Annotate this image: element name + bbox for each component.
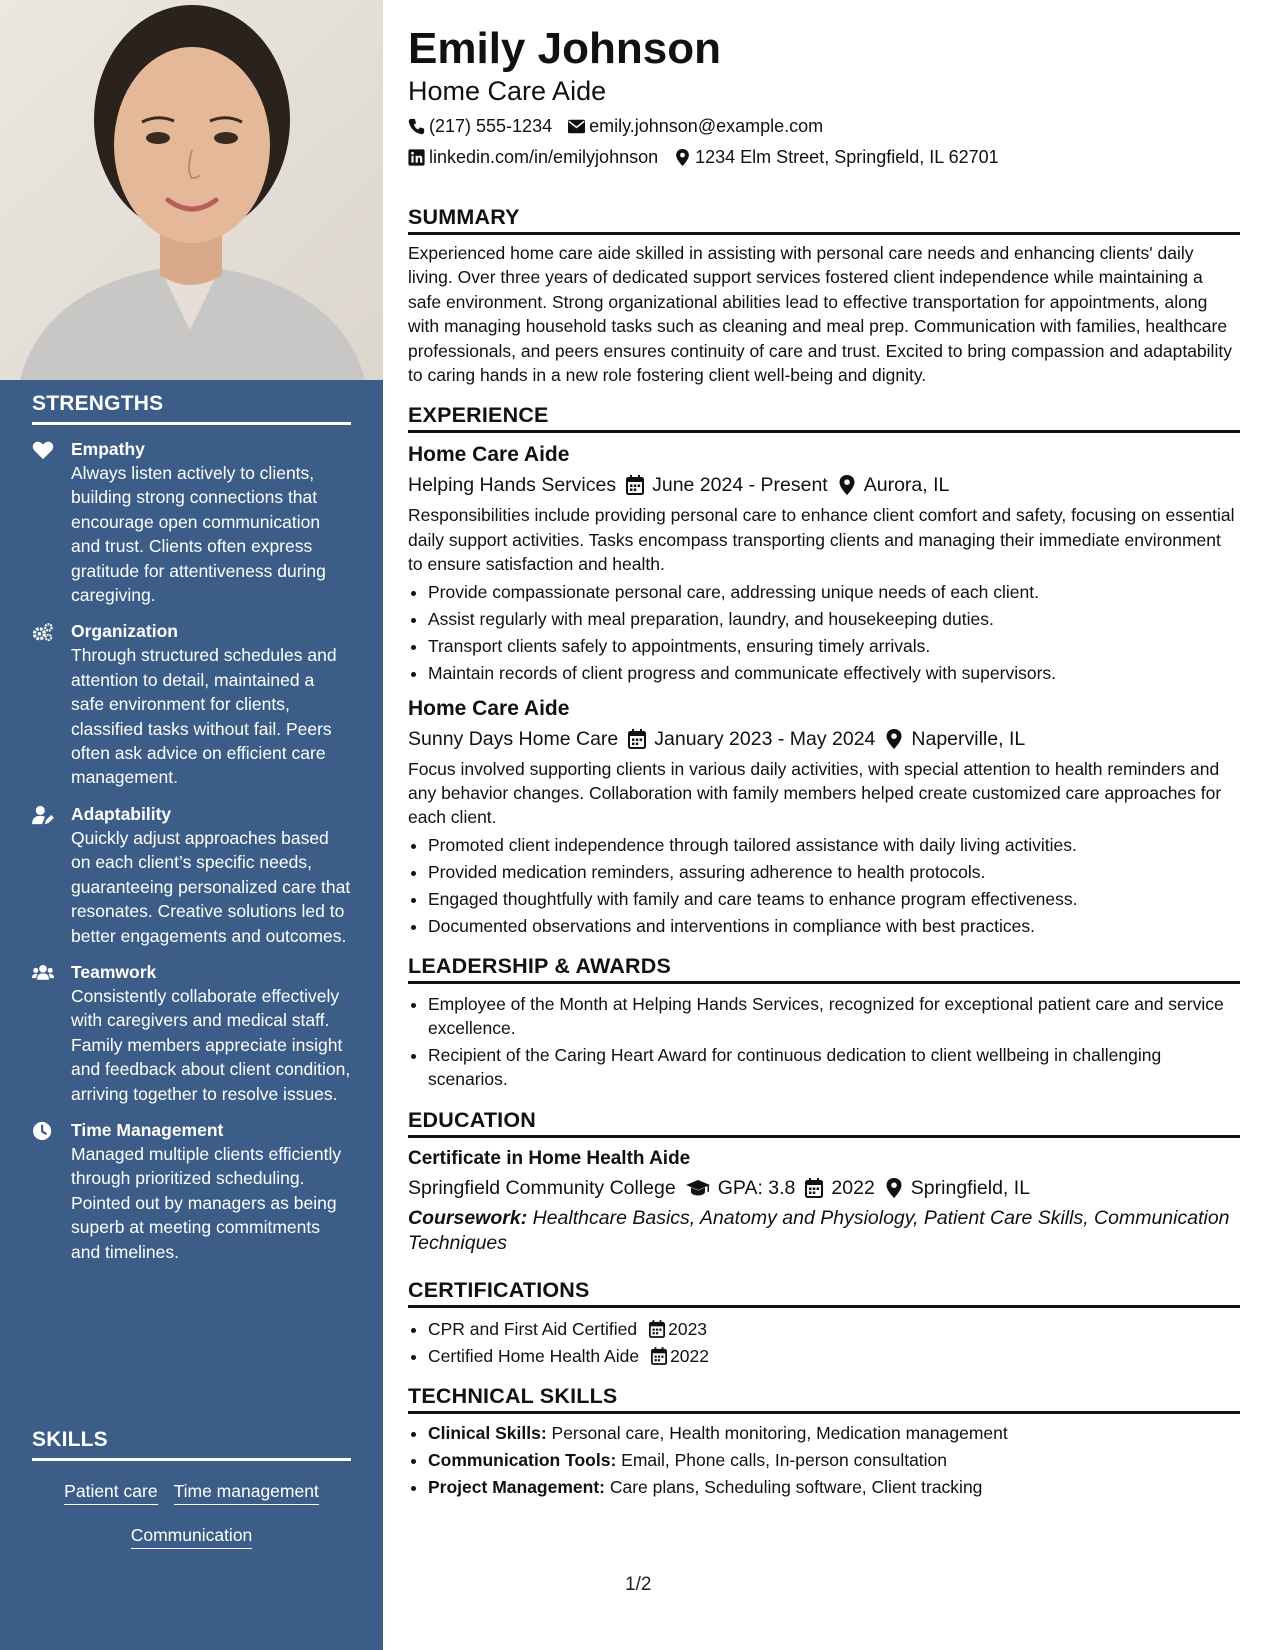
page-number: 1/2 bbox=[625, 1574, 652, 1595]
contact-row-2 bbox=[408, 145, 1240, 169]
job-entry bbox=[408, 695, 1240, 940]
year-text: 2023 bbox=[668, 1318, 708, 1339]
strength-desc: Quickly adjust approaches based on each client’s specific needs, guaranteeing personalized care that resonates. Creative solutions led to better engagements and outcomes. bbox=[71, 827, 351, 946]
candidate-name: Emily Johnson bbox=[408, 24, 721, 73]
degree-title: Certificate in Home Health Aide bbox=[408, 1147, 691, 1169]
year-text: 2022 bbox=[831, 1176, 875, 1199]
coursework bbox=[408, 1206, 1240, 1256]
job-dates bbox=[626, 471, 828, 499]
sidebar bbox=[0, 0, 383, 1650]
certifications-section bbox=[408, 1278, 1240, 1370]
calendar-icon bbox=[651, 1347, 667, 1365]
strength-title: Adaptability bbox=[71, 803, 172, 824]
skills-title: SKILLS bbox=[32, 1428, 351, 1461]
year-text: 2022 bbox=[670, 1345, 710, 1366]
job-description: Responsibilities include providing personal care to enhance client comfort and safety, focusing on essential daily support activities. Tasks encompass transporting clients and managing their immediate environment to ensure satisfaction and health. bbox=[408, 505, 1235, 575]
strength-item-adaptability bbox=[32, 803, 351, 948]
address-contact bbox=[674, 145, 999, 169]
envelope-icon bbox=[568, 118, 585, 135]
strength-desc: Through structured schedules and attention to detail, maintained a safe environment for clients, classified tasks without fail. Peers often ask advice on efficient care management. bbox=[71, 645, 337, 788]
strength-item-teamwork bbox=[32, 961, 351, 1106]
phone-contact bbox=[408, 114, 552, 138]
job-description: Focus involved supporting clients in various daily activities, with special attention to health reminders and any behavior changes. Collaboration with family members helped create customized care approaches for each client. bbox=[408, 758, 1222, 828]
strength-desc: Always listen actively to clients, building strong connections that encourage open communication and trust. Clients often express gratitude for attentiveness during caregiving. bbox=[71, 463, 326, 606]
certification-year bbox=[649, 1316, 707, 1343]
skills-list bbox=[32, 1475, 351, 1563]
phone-icon bbox=[408, 118, 425, 135]
skill-tag: Time management bbox=[174, 1479, 319, 1505]
section-title: SUMMARY bbox=[408, 205, 1240, 235]
calendar-icon bbox=[628, 729, 646, 749]
calendar-icon bbox=[649, 1320, 665, 1338]
strength-title: Empathy bbox=[71, 439, 145, 459]
main-content bbox=[408, 20, 1240, 1501]
gears-icon bbox=[32, 622, 54, 642]
job-bullets bbox=[408, 832, 1240, 940]
job-dates bbox=[628, 725, 875, 753]
bullet-item: • Provided medication reminders, assuring adherence to health protocols. bbox=[428, 859, 1240, 886]
certification-year bbox=[651, 1343, 709, 1370]
award-item: • Recipient of the Caring Heart Award for continuous dedication to client wellbeing in challenging scenarios. bbox=[428, 1043, 1240, 1092]
skill-label: Project Management: bbox=[428, 1476, 605, 1497]
job-meta bbox=[408, 471, 1240, 499]
strength-item-time-management bbox=[32, 1119, 351, 1264]
education-meta bbox=[408, 1174, 1240, 1202]
map-pin-icon bbox=[885, 729, 903, 749]
job-bullets bbox=[408, 579, 1240, 687]
candidate-role: Home Care Aide bbox=[408, 76, 607, 106]
certifications-list bbox=[408, 1316, 1240, 1370]
certification-name: • CPR and First Aid Certified bbox=[428, 1318, 638, 1339]
skill-label: Clinical Skills: bbox=[428, 1422, 547, 1443]
strength-desc: Consistently collaborate effectively with caregivers and medical staff. Family members appreciate insight and feedback about client condition, arriving together to resolve issues. bbox=[71, 985, 351, 1104]
section-title: CERTIFICATIONS bbox=[408, 1278, 1240, 1308]
skill-tag: Communication bbox=[131, 1523, 253, 1549]
job-location bbox=[885, 725, 1025, 753]
job-company: Sunny Days Home Care bbox=[408, 727, 619, 750]
linkedin-contact[interactable] bbox=[408, 145, 658, 169]
summary-text: Experienced home care aide skilled in assisting with personal care needs and enhancing clients' daily living. Over three years of dedicated support services fostered client independence while maintaining a safe environment. Strong organizational abilities lead to effective transportation for appointments, along with managing household tasks such as cleaning and meal prep. Communication with families, healthcare professionals, and peers ensures continuity of care and trust. Excited to bring compassion and adaptability to caring hands in a new role fostering client well-being and dignity. bbox=[408, 243, 1232, 386]
technical-skill-item bbox=[428, 1447, 1240, 1474]
dates-text: January 2023 - May 2024 bbox=[654, 727, 876, 750]
skill-label: Communication Tools: bbox=[428, 1449, 617, 1470]
strength-item-empathy bbox=[32, 438, 351, 607]
bullet-item: • Documented observations and interventions in compliance with best practices. bbox=[428, 913, 1240, 940]
profile-photo bbox=[0, 0, 383, 380]
technical-skills-list bbox=[408, 1420, 1240, 1501]
map-pin-icon bbox=[674, 149, 691, 166]
experience-section bbox=[408, 403, 1240, 939]
skill-value: Care plans, Scheduling software, Client tracking bbox=[609, 1476, 983, 1497]
users-icon bbox=[32, 963, 54, 983]
strengths-section bbox=[32, 392, 351, 1264]
technical-skill-item bbox=[428, 1420, 1240, 1447]
strength-desc: Managed multiple clients efficiently through prioritized scheduling. Pointed out by managers as being superb at meeting commitments and timelines. bbox=[71, 1143, 342, 1262]
bullet-item: • Provide compassionate personal care, addressing unique needs of each client. bbox=[428, 579, 1240, 606]
bullet-item: • Maintain records of client progress and communicate effectively with supervisors. bbox=[428, 660, 1240, 687]
strength-title: Time Management bbox=[71, 1119, 224, 1140]
bullet-item: • Engaged thoughtfully with family and care teams to enhance program effectiveness. bbox=[428, 886, 1240, 913]
gpa-text: GPA: 3.8 bbox=[717, 1176, 796, 1199]
location-text: Springfield, IL bbox=[910, 1176, 1031, 1199]
address-text: 1234 Elm Street, Springfield, IL 62701 bbox=[695, 147, 999, 167]
location-text: Naperville, IL bbox=[911, 727, 1026, 750]
school-name: Springfield Community College bbox=[408, 1176, 676, 1199]
summary-section bbox=[408, 205, 1240, 387]
dates-text: June 2024 - Present bbox=[652, 474, 828, 497]
bullet-item: • Promoted client independence through tailored assistance with daily living activities. bbox=[428, 832, 1240, 859]
clock-icon bbox=[32, 1121, 54, 1141]
job-entry bbox=[408, 441, 1240, 686]
coursework-text: Healthcare Basics, Anatomy and Physiology, Patient Care Skills, Communication Techniques bbox=[408, 1206, 1230, 1254]
job-company: Helping Hands Services bbox=[408, 474, 617, 497]
education-location bbox=[885, 1174, 1030, 1202]
job-location bbox=[838, 471, 950, 499]
award-item: • Employee of the Month at Helping Hands Services, recognized for exceptional patient care and service excellence. bbox=[428, 992, 1240, 1041]
email-contact[interactable] bbox=[568, 114, 823, 138]
section-title: EDUCATION bbox=[408, 1108, 1240, 1138]
skill-tag: Patient care bbox=[64, 1479, 157, 1505]
strength-title: Teamwork bbox=[71, 961, 157, 982]
heart-icon bbox=[32, 440, 54, 460]
skill-value: Email, Phone calls, In-person consultation bbox=[621, 1449, 948, 1470]
technical-skills-section bbox=[408, 1384, 1240, 1501]
education-year bbox=[805, 1174, 874, 1202]
job-title: Home Care Aide bbox=[408, 696, 570, 720]
awards-section bbox=[408, 954, 1240, 1092]
linkedin-text[interactable]: linkedin.com/in/emilyjohnson bbox=[429, 147, 659, 167]
map-pin-icon bbox=[838, 475, 856, 495]
job-title: Home Care Aide bbox=[408, 443, 570, 467]
certification-item bbox=[428, 1316, 1240, 1343]
education-section bbox=[408, 1108, 1240, 1256]
section-title: LEADERSHIP & AWARDS bbox=[408, 954, 1240, 984]
gpa bbox=[686, 1174, 796, 1202]
user-edit-icon bbox=[32, 805, 54, 825]
calendar-icon bbox=[626, 475, 644, 495]
map-pin-icon bbox=[885, 1178, 903, 1198]
awards-list bbox=[408, 992, 1240, 1092]
technical-skill-item bbox=[428, 1474, 1240, 1501]
graduation-cap-icon bbox=[686, 1178, 710, 1198]
skills-section bbox=[32, 1428, 351, 1563]
skill-value: Personal care, Health monitoring, Medication management bbox=[551, 1422, 1008, 1443]
linkedin-icon bbox=[408, 149, 425, 166]
job-meta bbox=[408, 725, 1240, 753]
contact-row-1 bbox=[408, 114, 1240, 138]
location-text: Aurora, IL bbox=[863, 474, 950, 497]
strength-item-organization bbox=[32, 620, 351, 789]
certification-name: • Certified Home Health Aide bbox=[428, 1345, 640, 1366]
section-title: TECHNICAL SKILLS bbox=[408, 1384, 1240, 1414]
strength-title: Organization bbox=[71, 621, 178, 642]
bullet-item: • Assist regularly with meal preparation, laundry, and housekeeping duties. bbox=[428, 606, 1240, 633]
calendar-icon bbox=[805, 1178, 823, 1198]
phone-text: (217) 555-1234 bbox=[429, 116, 553, 136]
section-title: EXPERIENCE bbox=[408, 403, 1240, 433]
certification-item bbox=[428, 1343, 1240, 1370]
bullet-item: • Transport clients safely to appointments, ensuring timely arrivals. bbox=[428, 633, 1240, 660]
strengths-title: STRENGTHS bbox=[32, 392, 351, 425]
email-text[interactable]: emily.johnson@example.com bbox=[589, 116, 824, 136]
coursework-label: Coursework: bbox=[408, 1206, 528, 1229]
